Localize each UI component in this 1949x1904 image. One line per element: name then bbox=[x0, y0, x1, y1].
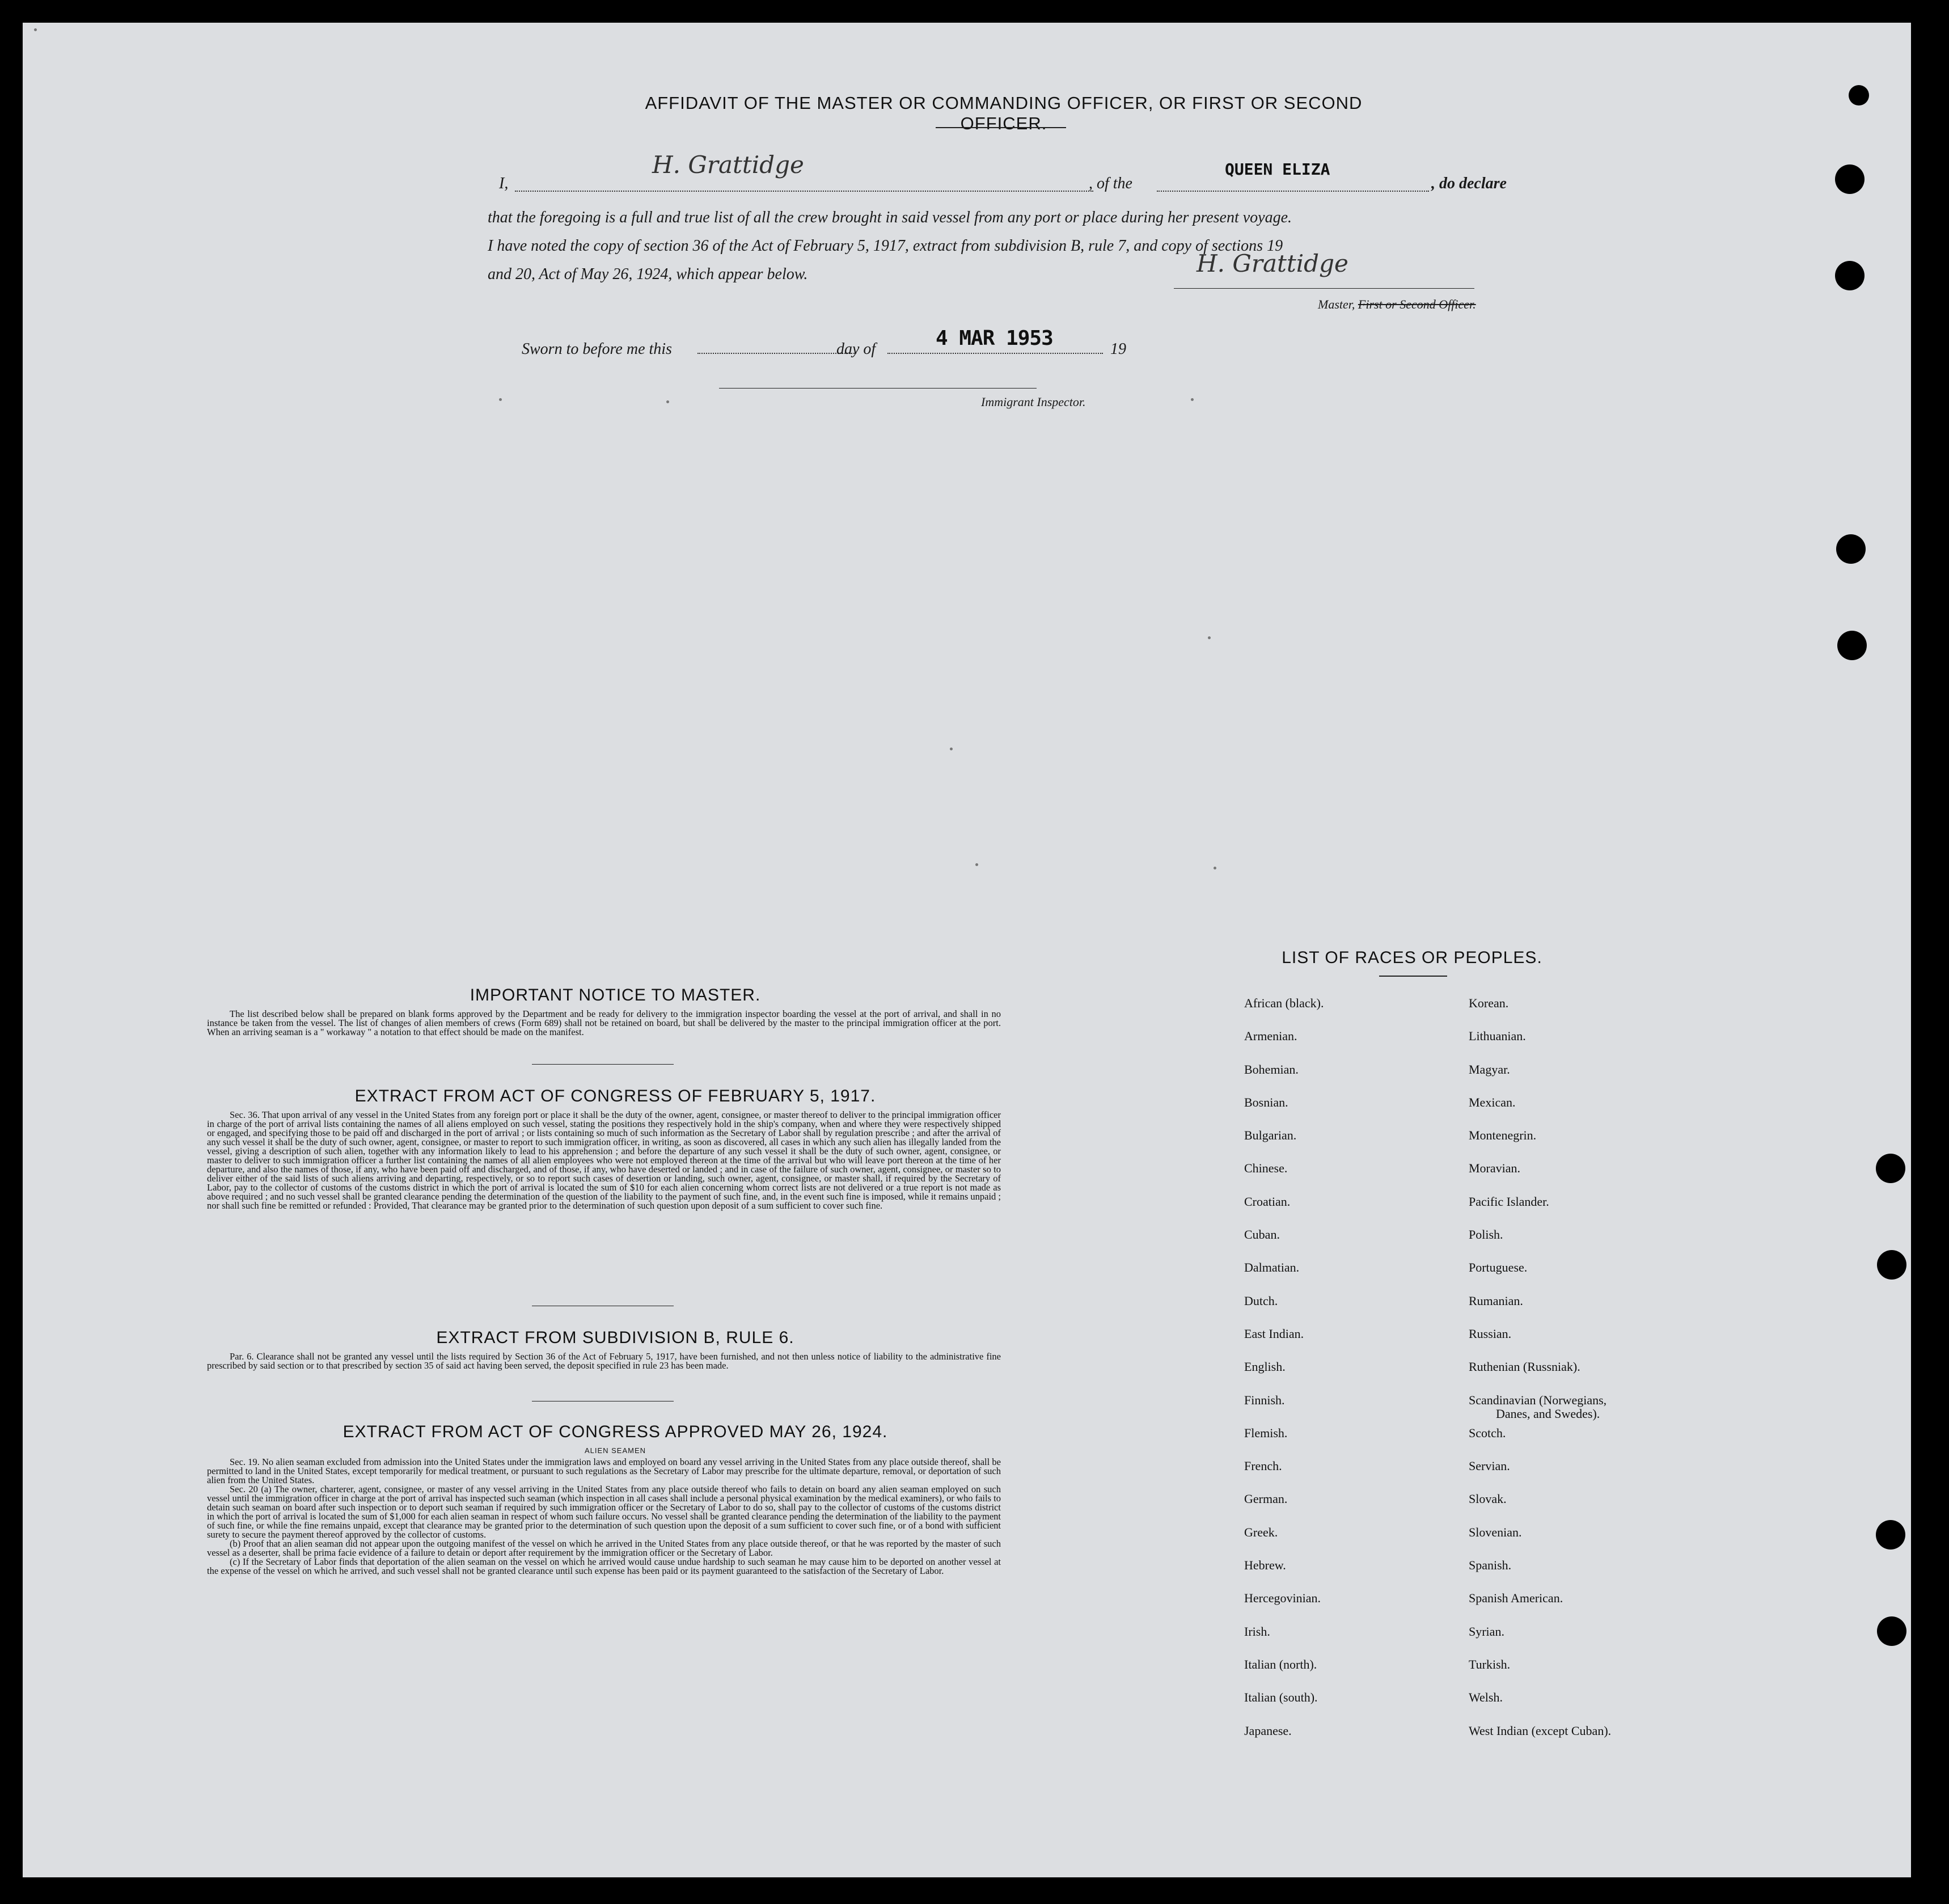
binder-hole bbox=[1835, 261, 1865, 290]
binder-hole bbox=[1836, 534, 1866, 564]
scan-speck bbox=[666, 400, 669, 403]
name-line bbox=[515, 191, 1093, 192]
race-item: Pacific Islander. bbox=[1469, 1194, 1549, 1209]
race-item: Slovak. bbox=[1469, 1492, 1507, 1506]
title-underline bbox=[936, 127, 1066, 128]
binder-hole bbox=[1877, 1250, 1906, 1280]
notice-paragraph: The list described below shall be prepared on blank forms approved by the Department and be ready for delivery to the immigration inspector boarding the vessel at the port of arrival, and shall in no instance be taken from the vessel. The list of changes of alien members of crews (Form 689) shall not be retained on board, but shall be delivered by the master to the principal immigration officer at the port. When an arriving seaman is a " workaway " a notation to that effect should be made on the manifest. bbox=[207, 1008, 1001, 1037]
binder-hole bbox=[1876, 1154, 1905, 1183]
race-item: Hercegovinian. bbox=[1244, 1591, 1321, 1606]
sec-20b-paragraph: (b) Proof that an alien seaman did not appear upon the outgoing manifest of the vessel on which he arrived in the United States from any place outside thereof, or that he was reported by the master of such vessel as a deserter, shall be prima facie evidence of a failure to detain or deport after requirement by the immigration officer or the Secretary of Labor. bbox=[207, 1538, 1001, 1558]
binder-hole bbox=[1849, 85, 1869, 105]
race-item: Magyar. bbox=[1469, 1062, 1510, 1076]
race-item: Flemish. bbox=[1244, 1425, 1288, 1440]
race-item: Lithuanian. bbox=[1469, 1029, 1526, 1044]
race-item: West Indian (except Cuban). bbox=[1469, 1723, 1612, 1738]
sec-20c-paragraph: (c) If the Secretary of Labor finds that deportation of the alien seaman on the vessel on which he arrived would cause undue hardship to such seaman he may cause him to be deported on another vessel at the expense of the vessel on which he arrived, and such vessel shall not be granted clearance until such expense has been paid or its payment guaranteed to the satisfaction of the Secretary of Labor. bbox=[207, 1556, 1001, 1576]
sec-20a-paragraph: Sec. 20 (a) The owner, charterer, agent, consignee, or master of any vessel arriving in the United States from any place outside thereof who fails to detain on board any alien seaman employed on such vessel until the immigration officer in charge at the port of arrival has inspected such seaman (which inspection in all cases shall include a personal physical examination by the medical examiners), or who fails to detain such seaman on board after such inspection or to deport such seaman if required by such immigration officer or the Secretary of Labor to do so, shall pay to the collector of customs of the customs district in which the port of arrival is located the sum of $1,000 for each alien seaman in respect of whom such failure occurs. No vessel shall be granted clearance pending the determination of the liability to the payment of such fine, or while the fine remains unpaid, except that clearance may be granted prior to the determination of such question upon the deposit of a sum sufficient to cover such fine, or of a bond with sufficient surety to secure the payment thereof approved by the collector of customs. bbox=[207, 1484, 1001, 1540]
sworn-day-of: day of bbox=[836, 340, 876, 358]
race-item: Bohemian. bbox=[1244, 1062, 1299, 1076]
affidavit-declare: , do declare bbox=[1431, 175, 1507, 192]
declarant-signature: H. Grattidge bbox=[652, 151, 804, 179]
race-item: Ruthenian (Russniak). bbox=[1469, 1360, 1580, 1374]
race-item: Polish. bbox=[1469, 1227, 1503, 1242]
race-item: Italian (south). bbox=[1244, 1690, 1318, 1705]
extract-1917-body bbox=[207, 1111, 1001, 1210]
inspector-line bbox=[719, 388, 1037, 389]
extract-1924-body bbox=[207, 1458, 1001, 1576]
race-item: English. bbox=[1244, 1360, 1286, 1374]
document-page bbox=[23, 23, 1911, 1877]
master-signature: H. Grattidge bbox=[1197, 250, 1348, 277]
binder-hole bbox=[1835, 164, 1865, 194]
race-item: Korean. bbox=[1469, 996, 1509, 1010]
binder-hole bbox=[1877, 1616, 1906, 1646]
extract-1917-paragraph: Sec. 36. That upon arrival of any vessel in the United States from any foreign port or place it shall be the duty of the owner, agent, consignee, or master thereof to deliver to the principal immigration officer in charge of the port of arrival lists containing the names of all aliens employed on such vessel, stating the positions they respectively hold in the ship's company, when and where they were respectively shipped or engaged, and specifying those to be paid off and discharged in the port of arrival ; or lists containing so much of such information as the Secretary of Labor shall by regulation prescribe ; and after the arrival of any such vessel it shall be the duty of such owner, agent, consignee, or master to report to such immigration officer, in writing, as soon as discovered, all cases in which any such alien has illegally landed from the vessel, giving a description of such alien, together with any information likely to lead to his apprehension ; and before the departure of any such vessel it shall be the duty of such owner, agent, consignee, or master to deliver to such immigration officer a further list containing the names of all alien employees who were not employed thereon at the time of the arrival but who will leave port thereon at the time of her departure, and also the names of those, if any, who have been paid off and discharged, and of those, if any, who have deserted or landed ; and in case of the failure of such owner, agent, consignee, or master so to deliver either of the said lists of such aliens arriving and departing, respectively, or so to report such cases of desertion or landing, such owner, agent, consignee, or master shall, if required by the Secretary of Labor, pay to the collector of customs of the customs district in which the port of arrival is located the sum of $10 for each alien concerning whom correct lists are not delivered or a true report is not made as above required ; and no such vessel shall be granted clearance pending the determination of the question of the liability to the payment of such fine, and, in the event such fine is imposed, while it remains unpaid ; nor shall such fine be remitted or refunded : Provided, That clearance may be granted prior to the determination of such question upon deposit of a sum sufficient to cover such fine. bbox=[207, 1109, 1001, 1211]
race-item: French. bbox=[1244, 1459, 1282, 1474]
race-item: Montenegrin. bbox=[1469, 1128, 1537, 1143]
race-item: Moravian. bbox=[1469, 1161, 1521, 1176]
races-title-underline bbox=[1379, 976, 1447, 977]
races-right-column bbox=[1469, 996, 1611, 1757]
scan-speck bbox=[950, 748, 953, 750]
scan-speck bbox=[1208, 636, 1211, 639]
race-item: Servian. bbox=[1469, 1459, 1510, 1474]
vessel-name-stamp: QUEEN ELIZA bbox=[1225, 160, 1330, 179]
section-divider bbox=[532, 1064, 674, 1065]
affidavit-i: I, bbox=[499, 175, 509, 192]
race-item: Spanish American. bbox=[1469, 1591, 1563, 1606]
sworn-prefix: Sworn to before me this bbox=[522, 340, 672, 358]
scan-speck bbox=[499, 398, 502, 401]
race-item: Italian (north). bbox=[1244, 1657, 1317, 1671]
race-item: Bulgarian. bbox=[1244, 1128, 1297, 1143]
master-label bbox=[1318, 297, 1476, 312]
race-item: Armenian. bbox=[1244, 1029, 1297, 1044]
race-item: East Indian. bbox=[1244, 1326, 1304, 1341]
scan-speck bbox=[34, 28, 37, 31]
race-item: Croatian. bbox=[1244, 1194, 1291, 1209]
subdivision-b-body bbox=[207, 1352, 1001, 1370]
struck-officer-label: First or Second Officer. bbox=[1358, 297, 1476, 311]
subdivision-b-paragraph: Par. 6. Clearance shall not be granted any vessel until the lists required by Section 36 of the Act of February 5, 1917, have been furnished, and not then unless notice of liability to the administrative fine prescribed by said section or to that prescribed by section 35 of said act having been served, the deposit specified in rule 23 has been made. bbox=[207, 1351, 1001, 1371]
race-item: Cuban. bbox=[1244, 1227, 1280, 1242]
vessel-line bbox=[1157, 191, 1429, 192]
sworn-year: 19 bbox=[1110, 340, 1126, 358]
alien-seamen-subtitle: ALIEN SEAMEN bbox=[584, 1446, 646, 1455]
binder-hole bbox=[1837, 631, 1867, 660]
scan-speck bbox=[1214, 867, 1216, 869]
subdivision-b-title: EXTRACT FROM SUBDIVISION B, RULE 6. bbox=[436, 1328, 794, 1347]
race-item: Finnish. bbox=[1244, 1392, 1285, 1407]
extract-1917-title: EXTRACT FROM ACT OF CONGRESS OF FEBRUARY 5, 1917. bbox=[354, 1087, 876, 1105]
notice-body bbox=[207, 1010, 1001, 1037]
race-item: German. bbox=[1244, 1492, 1288, 1506]
race-item: Scotch. bbox=[1469, 1425, 1506, 1440]
race-item: Slovenian. bbox=[1469, 1525, 1522, 1539]
races-title: LIST OF RACES OR PEOPLES. bbox=[1282, 948, 1542, 967]
notice-title: IMPORTANT NOTICE TO MASTER. bbox=[470, 986, 761, 1004]
inspector-label: Immigrant Inspector. bbox=[981, 395, 1086, 409]
race-item-scandinavian bbox=[1469, 1393, 1611, 1426]
race-item: Japanese. bbox=[1244, 1723, 1292, 1738]
master-label-text: Master, bbox=[1318, 297, 1355, 311]
race-item: Welsh. bbox=[1469, 1690, 1503, 1705]
extract-1924-title: EXTRACT FROM ACT OF CONGRESS APPROVED MAY 26, 1924. bbox=[343, 1422, 888, 1441]
race-item: Syrian. bbox=[1469, 1624, 1504, 1639]
race-item: Turkish. bbox=[1469, 1657, 1511, 1671]
race-item: Dutch. bbox=[1244, 1293, 1278, 1308]
affidavit-title: AFFIDAVIT OF THE MASTER OR COMMANDING OFFICER, OR FIRST OR SECOND OFFICER. bbox=[645, 93, 1363, 133]
master-signature-line bbox=[1174, 288, 1474, 289]
date-stamp: 4 MAR 1953 bbox=[936, 327, 1053, 350]
race-item: African (black). bbox=[1244, 996, 1324, 1010]
race-item: Spanish. bbox=[1469, 1558, 1512, 1573]
race-item: Irish. bbox=[1244, 1624, 1270, 1639]
race-item: Hebrew. bbox=[1244, 1558, 1286, 1573]
race-item: Portuguese. bbox=[1469, 1260, 1528, 1275]
affidavit-line-2: that the foregoing is a full and true list of all the crew brought in said vessel from any port or place during her present voyage. bbox=[488, 209, 1292, 226]
scan-speck bbox=[975, 863, 978, 866]
race-item: Dalmatian. bbox=[1244, 1260, 1300, 1275]
race-item: Greek. bbox=[1244, 1525, 1278, 1539]
race-item: Bosnian. bbox=[1244, 1095, 1288, 1109]
race-item: Chinese. bbox=[1244, 1161, 1288, 1176]
sworn-month-line bbox=[887, 353, 1103, 354]
binder-hole bbox=[1876, 1520, 1905, 1550]
sworn-day-line bbox=[697, 353, 856, 354]
race-item: Russian. bbox=[1469, 1326, 1512, 1341]
race-item: Mexican. bbox=[1469, 1095, 1516, 1109]
race-item-continuation: Danes, and Swedes). bbox=[1496, 1406, 1600, 1421]
affidavit-of-the: , of the bbox=[1089, 175, 1132, 192]
affidavit-line-4: and 20, Act of May 26, 1924, which appear below. bbox=[488, 265, 808, 283]
affidavit-line-3: I have noted the copy of section 36 of the Act of February 5, 1917, extract from subdivision B, rule 7, and copy of sections 19 bbox=[488, 237, 1283, 255]
race-item: Rumanian. bbox=[1469, 1293, 1523, 1308]
sec-19-paragraph: Sec. 19. No alien seaman excluded from admission into the United States under the immigration laws and employed on board any vessel arriving in the United States from any place outside thereof, shall be permitted to land in the United States, except temporarily for medical treatment, or pursuant to such regulations as the Secretary of Labor may prescribe for the ultimate departure, removal, or deportation of such alien from the United States. bbox=[207, 1457, 1001, 1485]
race-item: Scandinavian (Norwegians, bbox=[1469, 1392, 1607, 1407]
races-left-column bbox=[1244, 996, 1324, 1757]
scan-speck bbox=[1191, 398, 1194, 401]
